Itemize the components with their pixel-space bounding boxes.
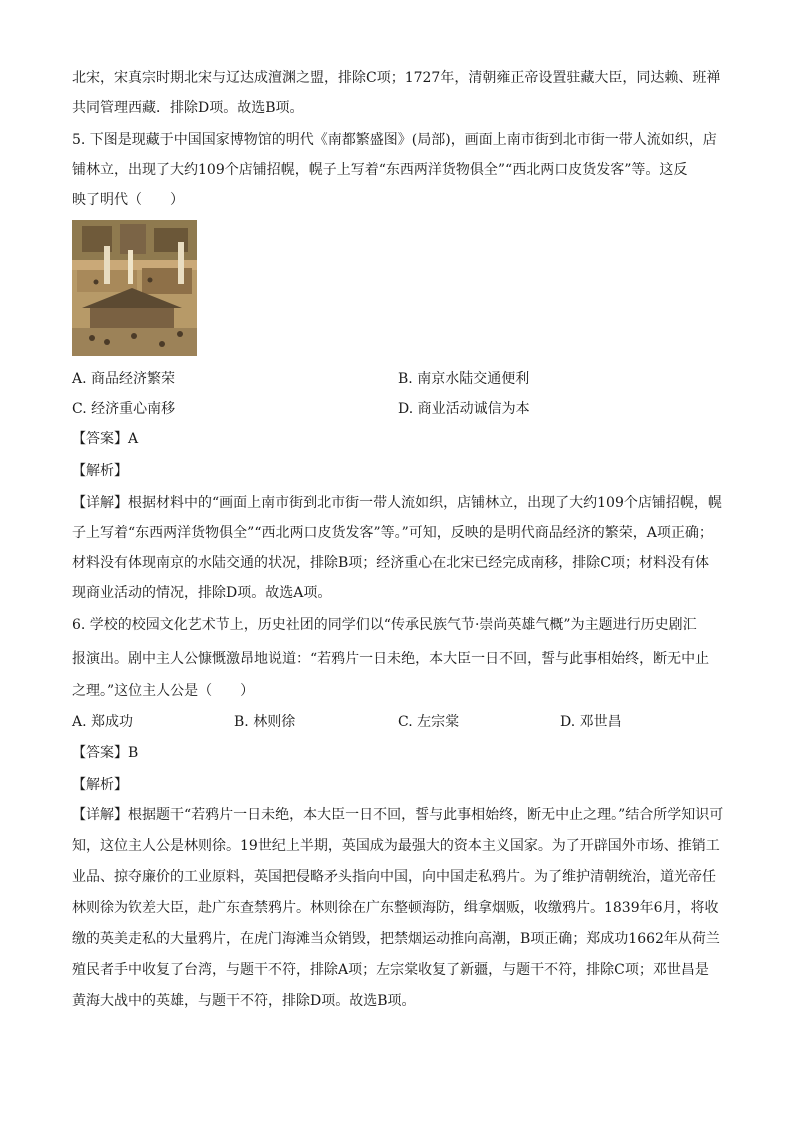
intro-line-1: 北宋，宋真宗时期北宋与辽达成澶渊之盟，排除C项；1727年，清朝雍正帝设置驻藏大臣，同达赖、班禅 <box>72 70 721 86</box>
q6-detail-line-4: 林则徐为钦差大臣，赴广东查禁鸦片。林则徐在广东整顿海防，缉拿烟贩，收缴鸦片。1839年6月，将收 <box>72 900 719 916</box>
nandu-fanhui-painting-image <box>72 220 197 356</box>
q6-option-d: D. 邓世昌 <box>560 714 622 730</box>
q5-detail-line-2: 子上写着“东西两洋货物俱全”“西北两口皮货发客”等。”可知，反映的是明代商品经济的繁荣，A项正确； <box>72 525 713 541</box>
intro-line-2: 共同管理西藏．排除D项。故选B项。 <box>72 100 304 116</box>
q6-option-c: C. 左宗棠 <box>398 714 460 730</box>
q6-stem-line-2: 报演出。剧中主人公慷慨激昂地说道：“若鸦片一日未绝，本大臣一日不回，誓与此事相始终，断无中止 <box>72 651 710 667</box>
q5-option-a: A. 商品经济繁荣 <box>72 371 176 387</box>
q5-stem-line-3: 映了明代（ ） <box>72 192 184 208</box>
q6-detail-line-2: 知，这位主人公是林则徐。19世纪上半期，英国成为最强大的资本主义国家。为了开辟国外市场、推销工 <box>72 838 720 854</box>
q6-answer: 【答案】B <box>72 745 139 761</box>
q5-option-c: C. 经济重心南移 <box>72 401 176 417</box>
q6-analysis-heading: 【解析】 <box>72 777 128 793</box>
q6-detail-line-1: 【详解】根据题干“若鸦片一日未绝，本大臣一日不回，誓与此事相始终，断无中止之理。”结合所学知识可 <box>72 807 724 823</box>
q5-option-b: B. 南京水陆交通便利 <box>398 371 530 387</box>
q6-stem-line-3: 之理。”这位主人公是（ ） <box>72 683 255 699</box>
q5-detail-line-4: 现商业活动的情况，排除D项。故选A项。 <box>72 585 332 601</box>
q6-detail-line-7: 黄海大战中的英雄，与题干不符，排除D项。故选B项。 <box>72 993 416 1009</box>
q6-option-b: B. 林则徐 <box>234 714 296 730</box>
q5-analysis-heading: 【解析】 <box>72 463 128 479</box>
q6-option-a: A. 郑成功 <box>72 714 134 730</box>
q5-answer: 【答案】A <box>72 431 139 447</box>
q6-stem-line-1: 6. 学校的校园文化艺术节上，历史社团的同学们以“传承民族气节·崇尚英雄气概”为主题进行历史剧汇 <box>72 617 697 633</box>
q6-detail-line-3: 业品、掠夺廉价的工业原料，英国把侵略矛头指向中国，向中国走私鸦片。为了维护清朝统治，道光帝任 <box>72 869 716 885</box>
q5-detail-line-1: 【详解】根据材料中的“画面上南市街到北市街一带人流如织，店铺林立，出现了大约109个店铺招幌，幌 <box>72 495 722 511</box>
q6-detail-line-5: 缴的英美走私的大量鸦片，在虎门海滩当众销毁，把禁烟运动推向高潮，B项正确；郑成功1662年从荷兰 <box>72 931 720 947</box>
q5-detail-line-3: 材料没有体现南京的水陆交通的状况，排除B项；经济重心在北宋已经完成南移，排除C项；材料没有体 <box>72 555 709 571</box>
q5-stem-line-2: 铺林立，出现了大约109个店铺招幌，幌子上写着“东西两洋货物俱全”“西北两口皮货发客”等。这反 <box>72 162 688 178</box>
q5-option-d: D. 商业活动诚信为本 <box>398 401 530 417</box>
q6-detail-line-6: 殖民者手中收复了台湾，与题干不符，排除A项；左宗棠收复了新疆，与题干不符，排除C项；邓世昌是 <box>72 962 709 978</box>
q5-stem-line-1: 5. 下图是现藏于中国国家博物馆的明代《南都繁盛图》(局部)，画面上南市街到北市街一带人流如织，店 <box>72 132 717 148</box>
